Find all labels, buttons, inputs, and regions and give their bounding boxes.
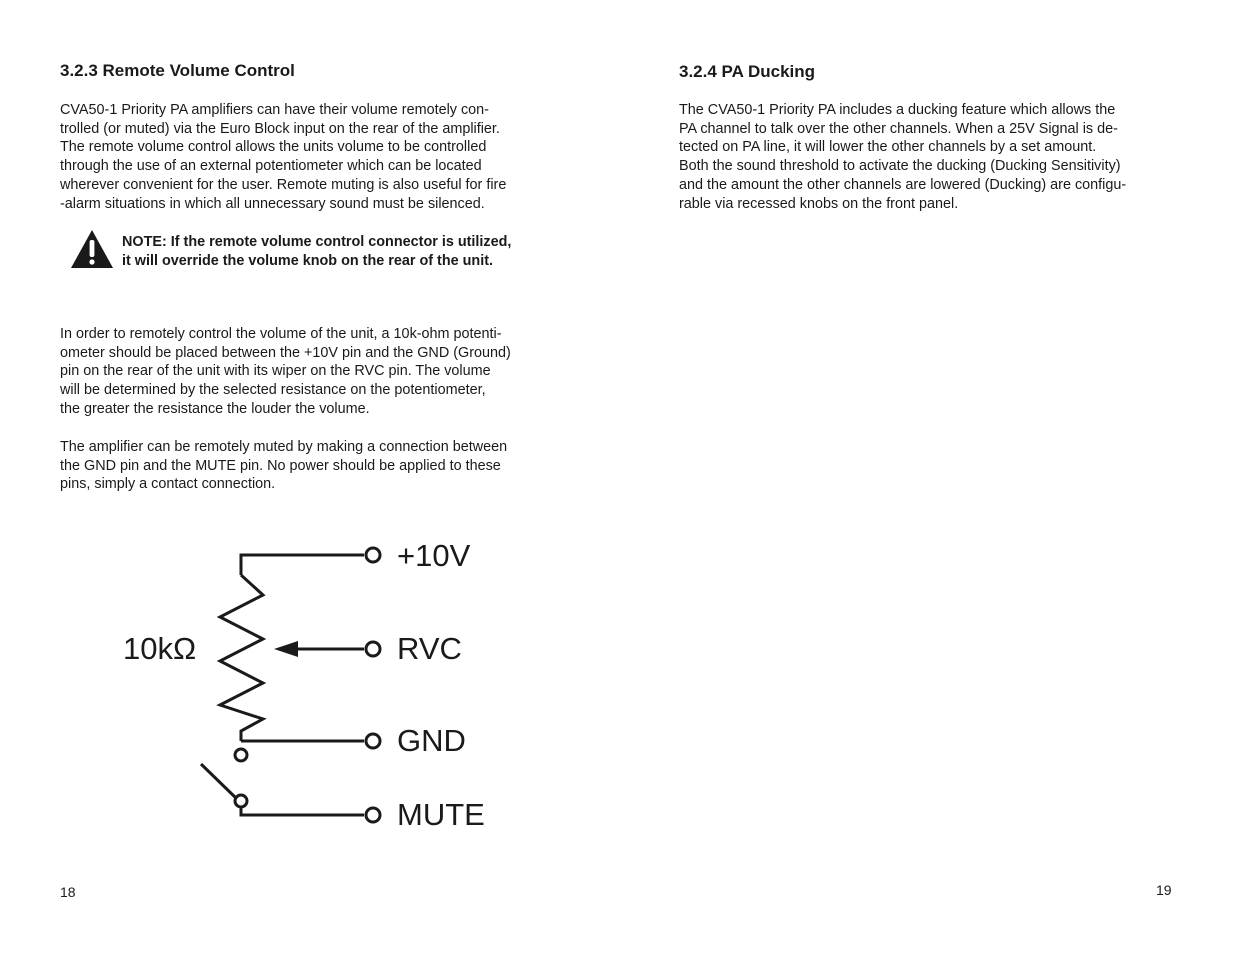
terminal-gnd	[366, 734, 380, 748]
text-line: and the amount the other channels are lowered (Ducking) are configu-	[679, 176, 1127, 193]
pin-label-plus10v: +10V	[397, 538, 471, 573]
pin-label-gnd: GND	[397, 723, 466, 758]
right-page	[617, 0, 1235, 954]
wiring-diagram	[110, 530, 500, 840]
resistor-zigzag	[220, 575, 263, 741]
text-line: the greater the resistance the louder the volume.	[60, 400, 370, 417]
text-line: Both the sound threshold to activate the ducking (Ducking Sensitivity)	[679, 158, 1121, 175]
text-line: PA channel to talk over the other channels. When a 25V Signal is de-	[679, 120, 1118, 137]
left-page	[0, 0, 617, 954]
text-line: wherever convenient for the user. Remote muting is also useful for fire	[60, 176, 507, 193]
wire-plus10v	[241, 555, 364, 575]
warning-icon	[70, 229, 114, 269]
text-line: In order to remotely control the volume of the unit, a 10k-ohm potenti-	[60, 326, 502, 342]
switch-contact-upper	[235, 749, 247, 761]
note-line: it will override the volume knob on the rear of the unit.	[122, 252, 494, 269]
switch-blade	[201, 764, 238, 800]
terminal-mute	[366, 808, 380, 822]
wire-mute	[241, 808, 364, 815]
text-line: The CVA50-1 Priority PA includes a ducking feature which allows the	[679, 102, 1116, 118]
text-line: trolled (or muted) via the Euro Block input on the rear of the amplifier.	[60, 120, 500, 137]
text-line: tected on PA line, it will lower the other channels by a set amount.	[679, 139, 1097, 156]
switch-contact-lower	[235, 795, 247, 807]
resistor-label: 10kΩ	[123, 631, 197, 666]
page-number-right: 19	[1156, 882, 1172, 898]
wiper-arrow	[274, 641, 298, 657]
terminal-plus10v	[366, 548, 380, 562]
page-number-left: 18	[60, 884, 76, 900]
pin-label-mute: MUTE	[397, 797, 485, 832]
text-line: through the use of an external potentiometer which can be located	[60, 158, 482, 175]
text-line: pin on the rear of the unit with its wiper on the RVC pin. The volume	[60, 363, 491, 380]
text-line: -alarm situations in which all unnecessary sound must be silenced.	[60, 195, 485, 212]
section-heading-remote-volume-control: 3.2.3 Remote Volume Control	[60, 61, 295, 80]
text-line: pins, simply a contact connection.	[60, 476, 276, 493]
text-line: The remote volume control allows the units volume to be controlled	[60, 139, 487, 156]
text-line: the GND pin and the MUTE pin. No power should be applied to these	[60, 457, 501, 474]
note-text	[122, 233, 511, 270]
text-line: ometer should be placed between the +10V pin and the GND (Ground)	[60, 344, 511, 361]
section-heading-pa-ducking: 3.2.4 PA Ducking	[679, 62, 816, 81]
text-line: The amplifier can be remotely muted by making a connection between	[60, 439, 508, 455]
text-line: rable via recessed knobs on the front panel.	[679, 195, 959, 212]
note-line: NOTE: If the remote volume control connector is utilized,	[122, 234, 512, 250]
text-line: CVA50-1 Priority PA amplifiers can have their volume remotely con-	[60, 102, 489, 118]
mute-paragraph	[60, 438, 507, 494]
potentiometer-paragraph	[60, 325, 511, 419]
pin-label-rvc: RVC	[397, 631, 462, 666]
intro-paragraph	[60, 101, 506, 213]
ducking-paragraph	[679, 101, 1126, 213]
text-line: will be determined by the selected resistance on the potentiometer,	[60, 382, 486, 399]
terminal-rvc	[366, 642, 380, 656]
